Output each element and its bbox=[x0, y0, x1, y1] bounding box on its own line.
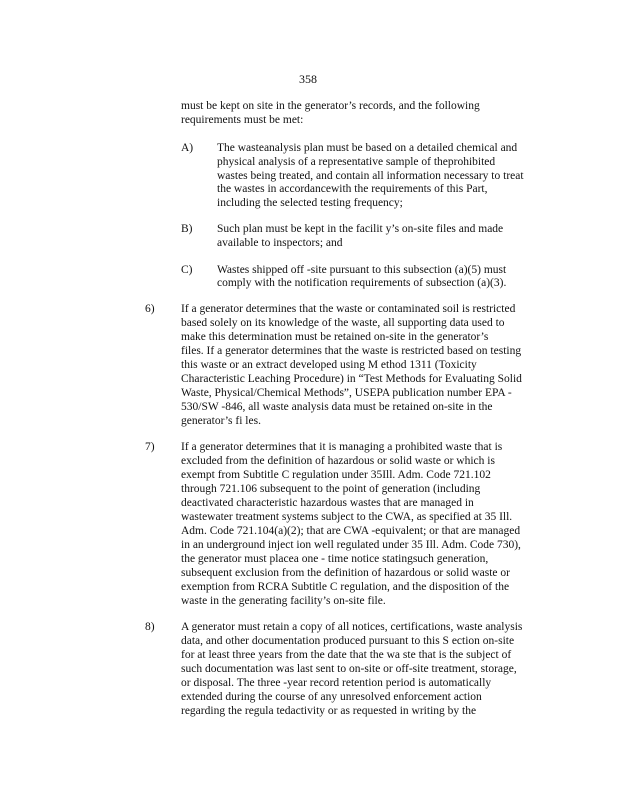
item-line: this waste or an extract developed using M ethod 1311 (Toxicity bbox=[181, 359, 477, 371]
item-label: 6) bbox=[145, 303, 155, 315]
subitem-line: including the selected testing frequency; bbox=[217, 197, 403, 209]
subitem-label: C) bbox=[181, 264, 193, 276]
item-line: Characteristic Leaching Procedure) in “Test Methods for Evaluating Solid bbox=[181, 373, 522, 385]
subitem-line: The wasteanalysis plan must be based on a detailed chemical and bbox=[217, 142, 518, 154]
item-line: generator’s fi les. bbox=[181, 415, 261, 427]
item-line: subsequent exclusion from the definition of hazardous or solid waste or bbox=[181, 567, 510, 579]
item-line: excluded from the definition of hazardous or solid waste or which is bbox=[181, 455, 495, 467]
subitem-line: physical analysis of a representative sample of theprohibited bbox=[217, 156, 496, 168]
item-line: files. If a generator determines that the waste is restricted based on testing bbox=[181, 345, 522, 357]
subitem-line: Such plan must be kept in the facilit y’s on-site files and made bbox=[217, 223, 504, 235]
item-line: such documentation was last sent to on-site or off-site treatment, storage, bbox=[181, 663, 517, 675]
item-line: make this determination must be retained on-site in the generator’s bbox=[181, 331, 489, 343]
item-label: 8) bbox=[145, 621, 155, 633]
item-line: extended during the course of any unresolved enforcement action bbox=[181, 691, 482, 703]
subitem-line: wastes being treated, and contain all information necessary to treat bbox=[217, 170, 524, 182]
page-number: 358 bbox=[299, 72, 317, 86]
subitem-line: the wastes in accordancewith the requirements of this Part, bbox=[217, 183, 488, 195]
item-line: Waste, Physical/Chemical Methods”, USEPA publication number EPA - bbox=[181, 387, 512, 399]
item-line: based solely on its knowledge of the waste, all supporting data used to bbox=[181, 317, 505, 329]
subitem-line: available to inspectors; and bbox=[217, 237, 343, 249]
item-line: the generator must placea one - time notice statingsuch generation, bbox=[181, 553, 489, 565]
subitem-line: Wastes shipped off -site pursuant to this subsection (a)(5) must bbox=[217, 264, 507, 276]
item-line: If a generator determines that it is managing a prohibited waste that is bbox=[181, 441, 503, 453]
subitem-label: B) bbox=[181, 223, 193, 235]
item-line: A generator must retain a copy of all notices, certifications, waste analysis bbox=[181, 621, 523, 633]
item-line: exemption from RCRA Subtitle C regulation, and the disposition of the bbox=[181, 581, 510, 593]
item-line: for at least three years from the date that the wa ste that is the subject of bbox=[181, 649, 512, 661]
item-line: data, and other documentation produced pursuant to this S ection on-site bbox=[181, 635, 515, 647]
item-label: 7) bbox=[145, 441, 155, 453]
intro-line: requirements must be met: bbox=[181, 114, 304, 126]
item-line: exempt from Subtitle C regulation under 35Ill. Adm. Code 721.102 bbox=[181, 469, 491, 481]
item-line: Adm. Code 721.104(a)(2); that are CWA -equivalent; or that are managed bbox=[181, 525, 521, 537]
item-line: deactivated characteristic hazardous wastes that are managed in bbox=[181, 497, 474, 509]
subitem-line: comply with the notification requirements of subsection (a)(3). bbox=[217, 277, 507, 289]
subitem-label: A) bbox=[181, 142, 194, 154]
item-line: wastewater treatment systems subject to the CWA, as specified at 35 Ill. bbox=[181, 511, 513, 523]
item-line: 530/SW -846, all waste analysis data must be retained on-site in the bbox=[181, 401, 493, 413]
item-line: If a generator determines that the waste or contaminated soil is restricted bbox=[181, 303, 516, 315]
item-line: through 721.106 subsequent to the point of generation (including bbox=[181, 483, 481, 495]
item-line: regarding the regula tedactivity or as requested in writing by the bbox=[181, 705, 477, 717]
item-line: or disposal. The three -year record retention period is automatically bbox=[181, 677, 492, 689]
intro-line: must be kept on site in the generator’s records, and the following bbox=[181, 100, 480, 112]
item-line: in an underground inject ion well regulated under 35 Ill. Adm. Code 730), bbox=[181, 539, 521, 551]
item-line: waste in the generating facility’s on-site file. bbox=[181, 595, 386, 607]
